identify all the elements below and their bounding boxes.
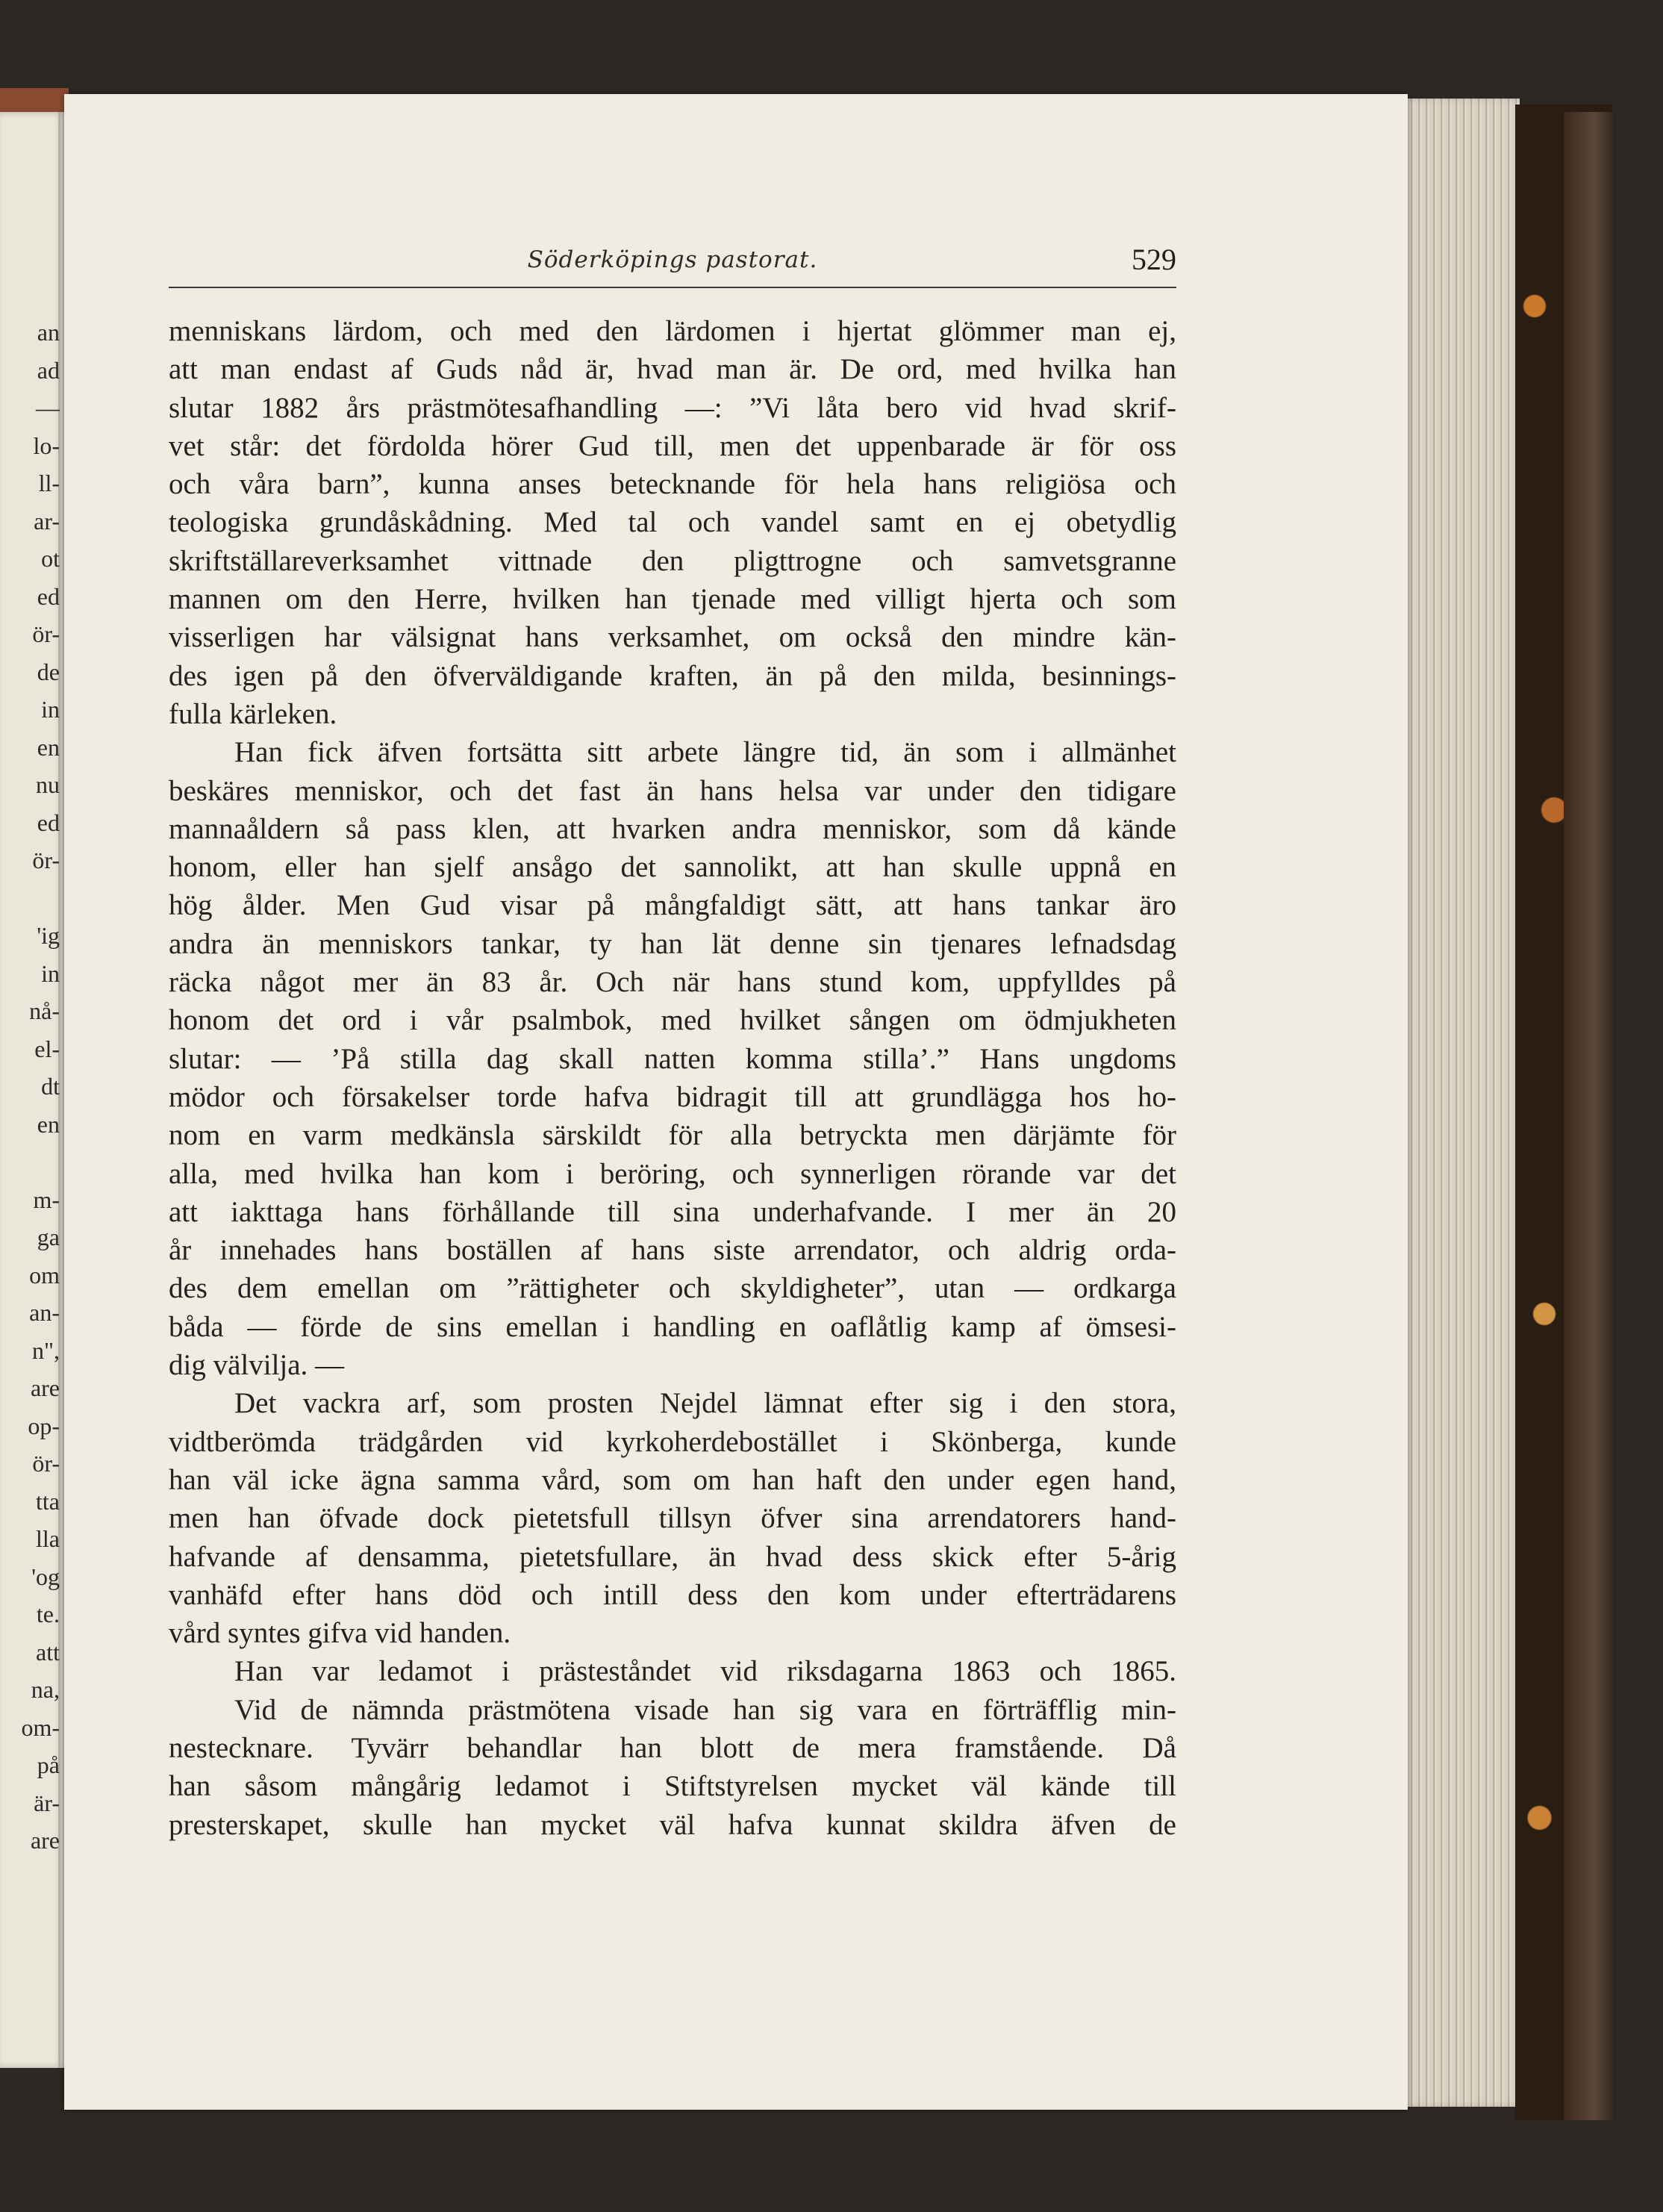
text-line: räcka något mer än 83 år. Och när hans stund kom, uppfylldes på [169,966,1176,999]
margin-fragment: op- [28,1412,60,1439]
text-line: han väl icke ägna samma vård, som om han haft den under egen hand, [169,1463,1176,1496]
margin-fragment: ör- [32,620,60,647]
margin-fragment: na, [31,1676,60,1703]
text-line: menniskans lärdom, och med den lärdomen i hjertat glömmer man ej, [169,315,1176,347]
text-line: slutar: — ’På stilla dag skall natten komma stilla’.” Hans ungdoms [169,1042,1176,1075]
margin-fragment: el- [34,1035,60,1062]
text-line: båda — förde de sins emellan i handling en oaflåtlig kamp af ömsesi- [169,1310,1176,1343]
text-line: nestecknare. Tyvärr behandlar han blott de mera framstående. Då [169,1731,1176,1764]
text-line: fulla kärleken. [169,697,337,730]
margin-fragment: an- [29,1299,60,1326]
text-line: Han var ledamot i prästeståndet vid riksdagarna 1863 och 1865. [234,1655,1176,1688]
text-line: år innehades hans boställen af hans siste arrendator, och aldrig orda- [169,1234,1176,1267]
margin-fragment: ed [37,582,60,610]
text-line: han såsom mångårig ledamot i Stiftstyrelsen mycket väl kände till [169,1770,1176,1803]
margin-fragment: en [37,1110,60,1138]
text-line: des dem emellan om ”rättigheter och skyldigheter”, utan — ordkarga [169,1272,1176,1305]
text-line: Han fick äfven fortsätta sitt arbete längre tid, än som i allmänhet [234,736,1176,769]
margin-fragment: in [41,696,60,723]
margin-fragment: tta [36,1487,60,1515]
running-title: Söderköpings pastorat. [527,246,818,273]
cover-spine-edge [1564,112,1616,2120]
text-line: att man endast af Guds nåd är, hvad man är. De ord, med hvilka han [169,353,1176,386]
margin-fragment: om- [21,1713,60,1741]
margin-fragment: — [36,394,60,421]
text-line: honom, eller han sjelf ansågo det sannolikt, att han skulle uppnå en [169,851,1176,884]
margin-fragment: are [30,1374,60,1401]
body-text [169,312,1176,1844]
text-line: dig välvilja. — [169,1349,345,1382]
margin-fragment: är- [34,1789,60,1816]
margin-fragment: ör- [32,847,60,873]
text-line: nom en varm medkänsla särskildt för alla betryckta men därjämte för [169,1119,1176,1152]
margin-fragment: 'og [31,1563,60,1590]
margin-fragment: ga [37,1224,60,1250]
page-number: 529 [1132,243,1176,276]
text-line: mannaåldern så pass klen, att hvarken andra menniskor, som då kände [169,812,1176,845]
margin-fragment: ör- [32,1450,60,1477]
text-line: andra än menniskors tankar, ty han lät denne sin tjenares lefnadsdag [169,927,1176,960]
margin-fragment: ar- [34,507,60,535]
margin-fragment [0,1143,60,1181]
text-line: skriftställareverksamhet vittnade den pligttrogne och samvetsgranne [169,544,1176,577]
text-line: honom det ord i vår psalmbok, med hvilket sången om ödmjukheten [169,1004,1176,1037]
margin-fragment: en [37,733,60,761]
margin-fragment: in [41,959,60,987]
margin-fragment: ad [37,356,60,384]
margin-fragment: an [37,319,60,346]
text-line: men han öfvade dock pietetsfull tillsyn öfver sina arrendatorers hand- [169,1502,1176,1535]
margin-fragment: de [37,658,60,685]
margin-fragment: ed [37,809,60,836]
margin-fragment: n", [31,1336,60,1364]
page-stack-edge [1400,99,1520,2107]
margin-fragment: på [37,1751,60,1778]
text-line: presterskapet, skulle han mycket väl hafva kunnat skildra äfven de [169,1808,1176,1841]
margin-fragment: att [36,1638,60,1666]
text-line: att iakttaga hans förhållande till sina underhafvande. I mer än 20 [169,1195,1176,1228]
margin-fragment [0,879,60,917]
previous-page-margin-text [0,314,60,1860]
margin-fragment: lla [36,1525,60,1552]
text-line: hög ålder. Men Gud visar på mångfaldigt sätt, att hans tankar äro [169,889,1176,922]
text-line: des igen på den öfverväldigande kraften, än på den milda, besinnings- [169,659,1176,692]
previous-cover-edge [0,88,69,113]
text-line: visserligen har välsignat hans verksamhet, om också den mindre kän- [169,621,1176,654]
margin-fragment: te. [36,1601,60,1627]
margin-fragment: dt [41,1073,60,1100]
header-rule [169,287,1176,288]
margin-fragment: ll- [38,470,60,496]
text-line: vet står: det fördolda hörer Gud till, men det uppenbarade är för oss [169,429,1176,462]
text-line: Vid de nämnda prästmötena visade han sig vara en förträfflig min- [234,1693,1176,1726]
text-line: mannen om den Herre, hvilken han tjenade med villigt hjerta och som [169,583,1176,616]
text-line: mödor och försakelser torde hafva bidragit till att grundlägga hos ho- [169,1080,1176,1113]
text-line: beskäres menniskor, och det fast än hans helsa var under den tidigare [169,774,1176,807]
text-line: teologiska grundåskådning. Med tal och vandel samt en ej obetydlig [169,506,1176,539]
text-line: alla, med hvilka han kom i beröring, och synnerligen rörande var det [169,1157,1176,1190]
margin-fragment: lo- [33,432,60,459]
margin-fragment: om [29,1261,60,1289]
text-line: hafvande af densamma, pietetsfullare, än hvad dess skick efter 5-årig [169,1540,1176,1573]
margin-fragment: ot [41,545,60,572]
text-line: vanhäfd efter hans död och intill dess den kom under efterträdarens [169,1578,1176,1611]
margin-fragment: m- [33,1186,60,1213]
text-line: Det vackra arf, som prosten Nejdel lämnat efter sig i den stora, [234,1387,1176,1420]
text-line: vård syntes gifva vid handen. [169,1617,511,1650]
margin-fragment: nå- [29,997,60,1024]
running-header [169,237,1176,290]
margin-fragment: nu [36,771,60,798]
margin-fragment: are [30,1827,60,1854]
text-line: och våra barn”, kunna anses betecknande för hela hans religiösa och [169,468,1176,501]
margin-fragment: 'ig [37,922,60,949]
text-line: slutar 1882 års prästmötesafhandling —: ”Vi låta bero vid hvad skrif- [169,391,1176,424]
text-line: vidtberömda trädgården vid kyrkoherdebostället i Skönberga, kunde [169,1425,1176,1458]
